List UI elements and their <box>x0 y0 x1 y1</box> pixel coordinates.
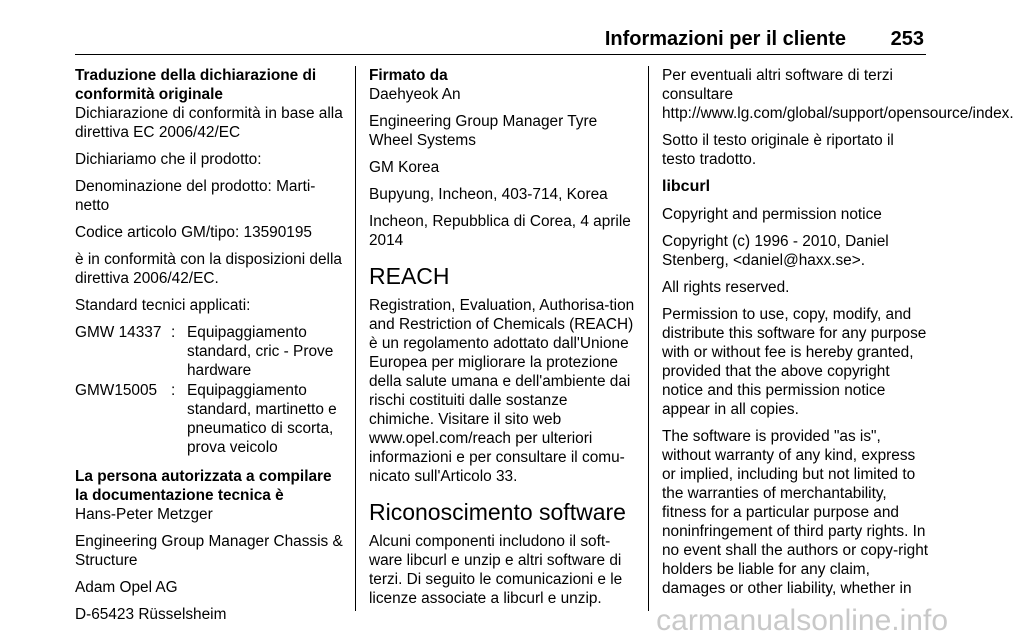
libcurl-title: libcurl <box>662 178 711 195</box>
page-number: 253 <box>890 28 924 50</box>
column-2 <box>369 66 636 616</box>
column-divider-1 <box>355 66 356 611</box>
standards-heading: Standard tecnici applicati: <box>75 297 251 314</box>
company-address: D-65423 Rüsselsheim <box>75 606 227 623</box>
permission-text: Permission to use, copy, modify, and distribute this software for any purpose with or without fee is hereby granted, provided that the above copyright notice and this permission notice appear in all copies. <box>662 306 927 418</box>
watermark: carmanualsonline.info <box>656 604 948 637</box>
authorized-person-role: Engineering Group Manager Chassis & Structure <box>75 533 343 569</box>
software-text: Alcuni componenti includono il soft-ware libcurl e unzip e altri software di terzi. Di seguito le comunicazioni e le licenze associate a libcurl e unzip. <box>369 533 623 607</box>
authorized-person-name: Hans-Peter Metzger <box>75 506 213 523</box>
standard-description: Equipaggiamento standard, martinetto e pneumatico di scorta, prova veicolo <box>187 382 337 456</box>
standard-description: Equipaggiamento standard, cric - Prove hardware <box>187 324 334 379</box>
declaration-statement: Dichiariamo che il prodotto: <box>75 151 262 168</box>
signed-by-heading: Firmato da <box>369 67 448 84</box>
third-party-text: Per eventuali altri software di terzi consultare http://www.lg.com/global/support/opensource/index. <box>662 67 1014 122</box>
rights-reserved: All rights reserved. <box>662 279 790 296</box>
conformity-text: è in conformità con la disposizioni della direttiva 2006/42/EC. <box>75 251 342 287</box>
standard-code: GMW15005 <box>75 382 158 399</box>
standards-row <box>75 381 343 457</box>
reach-text: Registration, Evaluation, Authorisa-tion and Restriction of Chemicals (REACH) è un regolamento adottato dall'Unione Europea per migliorare la protezione della salute umana e dell'ambiente dai rischi costituiti dalle sostanze chimiche. Visitare il sito web www.opel.com/reach per ulteriori informazioni e per consultare il comu-nicato sull'Articolo 33. <box>369 297 635 485</box>
column-3 <box>662 66 1014 606</box>
translation-note: Sotto il testo originale è riportato il testo tradotto. <box>662 132 894 168</box>
standards-row <box>75 323 343 380</box>
copyright-line: Copyright (c) 1996 - 2010, Daniel Stenberg, <daniel@haxx.se>. <box>662 233 889 269</box>
product-code: Codice articolo GM/tipo: 13590195 <box>75 224 312 241</box>
declaration-heading: Traduzione della dichiarazione di conformità originale <box>75 67 317 103</box>
standard-code: GMW 14337 <box>75 324 162 341</box>
standards-table <box>75 323 343 457</box>
software-title: Riconoscimento software <box>369 499 626 525</box>
product-name: Denominazione del prodotto: Marti-netto <box>75 178 316 214</box>
signer-address: Bupyung, Incheon, 403-714, Korea <box>369 186 608 203</box>
company-name: Adam Opel AG <box>75 579 178 596</box>
standard-separator: : <box>171 382 176 399</box>
signer-company: GM Korea <box>369 159 440 176</box>
reach-title: REACH <box>369 263 450 289</box>
authorized-person-heading: La persona autorizzata a compilare la documentazione tecnica è <box>75 468 332 504</box>
standard-separator: : <box>171 324 176 341</box>
warranty-text: The software is provided "as is", without warranty of any kind, express or implied, including but not limited to the warranties of merchantability, fitness for a particular purpose and noninfringement of third party rights. In no event shall the authors or copy-right holders be liable for any claim, damages or other liability, whether in <box>662 428 929 597</box>
column-1 <box>75 66 343 632</box>
page-header <box>75 24 926 54</box>
declaration-text: Dichiarazione di conformità in base alla direttiva EC 2006/42/EC <box>75 105 343 141</box>
header-rule <box>75 54 926 55</box>
signing-place-date: Incheon, Repubblica di Corea, 4 aprile 2014 <box>369 213 631 249</box>
copyright-heading: Copyright and permission notice <box>662 206 882 223</box>
signer-name: Daehyeok An <box>369 86 461 103</box>
page-title: Informazioni per il cliente <box>604 28 846 50</box>
signer-role: Engineering Group Manager Tyre Wheel Systems <box>369 113 598 149</box>
column-divider-2 <box>648 66 649 611</box>
